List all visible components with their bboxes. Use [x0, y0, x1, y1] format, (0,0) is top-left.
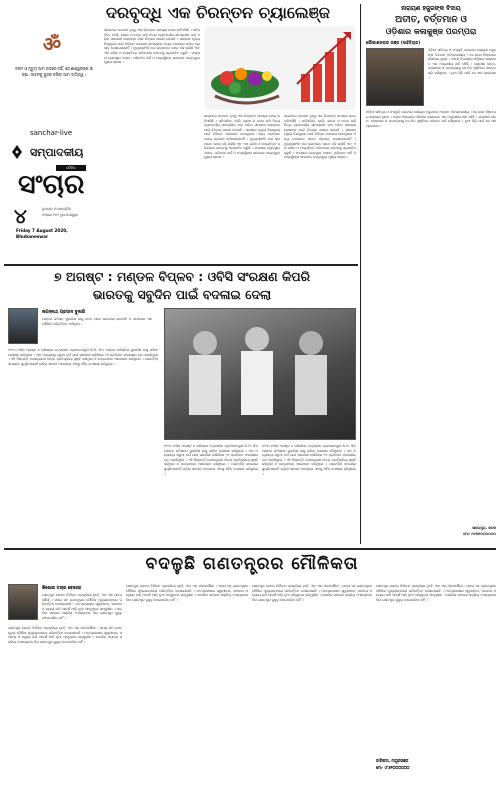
third-body-col-1: ଗଣତନ୍ତ୍ର କେବଳ ନିର୍ବାଚନ ପ୍ରକ୍ରିୟା ନୁହେଁ, ଏହା ଏକ ଜୀବନଶୈଳୀ । ସମୟ ସହ ଗଣତନ୍ତ୍ରର ମୌଳିକ ମୂଲ୍ୟବୋଧରେ ପରିବର୍ତ୍ତନ ଦେଖାଯାଉଛି । ମତପ୍ରକାଶର ସ୍ୱାଧୀନତା, ସମାନତା ଓ ନ୍ୟାୟ ଭଳି ଆଦର୍ଶ ଆଜି ନୂଆ ଆହ୍ୱାନର ସମ୍ମୁଖୀନ । ନାଗରିକ ସମାଜର ସକ୍ରିୟ ଅଂଶଗ୍ରହଣ ବିନା ଗଣତନ୍ତ୍ର ସୁଦୃଢ଼ ହୋଇପାରିବ ନାହିଁ ।	[42, 593, 122, 620]
second-body-col-1: ୧୯୯୦ ମସିହା ଅଗଷ୍ଟ ୭ ତାରିଖରେ ତତ୍କାଳୀନ ପ୍ରଧାନମନ୍ତ୍ରୀ ଭି.ପି. ସିଂହ ମଣ୍ଡଳ କମିସନର ସୁପାରିଶ ଲାଗୁ କରିବା ଘୋଷଣା କରିଥିଲେ । ଏହା ଅନ୍ୟାନ୍ୟ ପଛୁଆ ବର୍ଗ ପାଇଁ ସରକାରୀ ଚାକିରିରେ ୨୭ ପ୍ରତିଶତ ସଂରକ୍ଷଣର ବାଟ ଖୋଲିଥିଲା । ଏହି ନିଷ୍ପତ୍ତି ଦେଶବ୍ୟାପୀ ତୀବ୍ର ପ୍ରତିକ୍ରିୟା ସୃଷ୍ଟି କରିଥିଲା ଓ ଛାତ୍ରମାନେ ଆନ୍ଦୋଳନ କରିଥିଲେ । ପରବର୍ତ୍ତୀ ସମୟରେ ସୁପ୍ରିମକୋର୍ଟ ଇନ୍ଦିରା ସାହାନୀ ମାମଲାରେ ଏହାକୁ ବୈଧ ଘୋଷଣା କରିଥିଲେ ।	[8, 348, 158, 366]
lead-illustration	[205, 26, 355, 110]
right-column-divider	[360, 4, 361, 544]
om-logo	[38, 30, 66, 54]
right-signoff-1: ସାଲେପୁର, କଟକ	[472, 526, 496, 530]
second-headline-line-1: ୭ ଅଗଷ୍ଟ : ମଣ୍ଡଳ ବିପ୍ଳବ : ଓବିସି ସଂରକ୍ଷଣ କିପରି	[53, 269, 311, 284]
right-author-photo	[366, 48, 424, 106]
right-headline-line-1: ଅତୀତ, ବର୍ତ୍ତମାନ ଓ	[395, 15, 467, 25]
right-signoff-2: ମୋ- ୯୪୩୭୦୦୦୦୦୦	[463, 532, 496, 536]
second-body-col-2: ୧୯୯୦ ମସିହା ଅଗଷ୍ଟ ୭ ତାରିଖରେ ତତ୍କାଳୀନ ପ୍ରଧାନମନ୍ତ୍ରୀ ଭି.ପି. ସିଂହ ମଣ୍ଡଳ କମିସନର ସୁପାରିଶ ଲାଗୁ କରିବା ଘୋଷଣା କରିଥିଲେ । ଏହା ଅନ୍ୟାନ୍ୟ ପଛୁଆ ବର୍ଗ ପାଇଁ ସରକାରୀ ଚାକିରିରେ ୨୭ ପ୍ରତିଶତ ସଂରକ୍ଷଣର ବାଟ ଖୋଲିଥିଲା । ଏହି ନିଷ୍ପତ୍ତି ଦେଶବ୍ୟାପୀ ତୀବ୍ର ପ୍ରତିକ୍ରିୟା ସୃଷ୍ଟି କରିଥିଲା ଓ ଛାତ୍ରମାନେ ଆନ୍ଦୋଳନ କରିଥିଲେ । ପରବର୍ତ୍ତୀ ସମୟରେ ସୁପ୍ରିମକୋର୍ଟ ଇନ୍ଦିରା ସାହାନୀ ମାମଲାରେ ଏହାକୁ ବୈଧ ଘୋଷଣା କରିଥିଲେ ।	[164, 444, 258, 476]
second-body-col-3: ୧୯୯୦ ମସିହା ଅଗଷ୍ଟ ୭ ତାରିଖରେ ତତ୍କାଳୀନ ପ୍ରଧାନମନ୍ତ୍ରୀ ଭି.ପି. ସିଂହ ମଣ୍ଡଳ କମିସନର ସୁପାରିଶ ଲାଗୁ କରିବା ଘୋଷଣା କରିଥିଲେ । ଏହା ଅନ୍ୟାନ୍ୟ ପଛୁଆ ବର୍ଗ ପାଇଁ ସରକାରୀ ଚାକିରିରେ ୨୭ ପ୍ରତିଶତ ସଂରକ୍ଷଣର ବାଟ ଖୋଲିଥିଲା । ଏହି ନିଷ୍ପତ୍ତି ଦେଶବ୍ୟାପୀ ତୀବ୍ର ପ୍ରତିକ୍ରିୟା ସୃଷ୍ଟି କରିଥିଲା ଓ ଛାତ୍ରମାନେ ଆନ୍ଦୋଳନ କରିଥିଲେ । ପରବର୍ତ୍ତୀ ସମୟରେ ସୁପ୍ରିମକୋର୍ଟ ଇନ୍ଦିରା ସାହାନୀ ମାମଲାରେ ଏହାକୁ ବୈଧ ଘୋଷଣା କରିଥିଲେ ।	[262, 444, 356, 476]
third-author-photo	[8, 584, 38, 620]
masthead-label-top: ସମ୍ପାଦକୀୟ	[30, 146, 84, 159]
masthead-date: Friday 7 August 2020,	[16, 228, 68, 233]
second-author-photo	[8, 308, 38, 344]
second-headline-line-2: ଭାରତକୁ ସବୁଦିନ ପାଇଁ ବଦଳାଇ ଦେଲା	[92, 287, 272, 302]
masthead-banner-text: ଦୈନିକ	[66, 166, 76, 170]
masthead-name: ସଂଚାର	[18, 169, 85, 200]
third-body-col-3: ଗଣତନ୍ତ୍ର କେବଳ ନିର୍ବାଚନ ପ୍ରକ୍ରିୟା ନୁହେଁ, ଏହା ଏକ ଜୀବନଶୈଳୀ । ସମୟ ସହ ଗଣତନ୍ତ୍ରର ମୌଳିକ ମୂଲ୍ୟବୋଧରେ ପରିବର୍ତ୍ତନ ଦେଖାଯାଉଛି । ମତପ୍ରକାଶର ସ୍ୱାଧୀନତା, ସମାନତା ଓ ନ୍ୟାୟ ଭଳି ଆଦର୍ଶ ଆଜି ନୂଆ ଆହ୍ୱାନର ସମ୍ମୁଖୀନ । ନାଗରିକ ସମାଜର ସକ୍ରିୟ ଅଂଶଗ୍ରହଣ ବିନା ଗଣତନ୍ତ୍ର ସୁଦୃଢ଼ ହୋଇପାରିବ ନାହିଁ ।	[252, 584, 372, 602]
right-body-long: ଓଡ଼ିଆ ସାହିତ୍ୟ ଓ ସଂସ୍କୃତି ଜଗତରେ ନାରାୟଣ ହଜୁରଙ୍କ ଅବଦାନ ଅବିସ୍ମରଣୀୟ । ସେ ଜଣେ ନିଷ୍ଠାପର କଳାକାର ଥିଲେ । ତାଙ୍କ ବିଦାୟରେ ଓଡ଼ିଶାର କଳାଜଗତ ଏକ ଅପୂରଣୀୟ କ୍ଷତି ସହିଛି । ଗ୍ରାମୀଣ ଜୀବନ, ଲୋକକଳା ଓ ପରମ୍ପରାକୁ ସେ ନିଜ ସୃଷ୍ଟିରେ ଜୀବନ୍ତ କରି ରଖିଥିଲେ । ନୂଆ ପିଢ଼ି ପାଇଁ ସେ ଏକ ପ୍ରେରଣା ।	[366, 110, 496, 128]
second-top-rule	[4, 264, 358, 266]
masthead-sidebar-text: ଜନ୍ମ ଓ ମୃତ୍ୟୁ ଆମ ହାତରେ ନାହିଁ, ସେ ଈଶ୍ୱରଙ୍କ ଇଚ୍ଛା। ଜୀବନକୁ ସୁନ୍ଦର କରିବା ଆମ ଦାୟିତ୍ୱ ।	[15, 66, 93, 77]
om-symbol: ॐ	[42, 32, 62, 56]
third-body-col-4: ଗଣତନ୍ତ୍ର କେବଳ ନିର୍ବାଚନ ପ୍ରକ୍ରିୟା ନୁହେଁ, ଏହା ଏକ ଜୀବନଶୈଳୀ । ସମୟ ସହ ଗଣତନ୍ତ୍ରର ମୌଳିକ ମୂଲ୍ୟବୋଧରେ ପରିବର୍ତ୍ତନ ଦେଖାଯାଉଛି । ମତପ୍ରକାଶର ସ୍ୱାଧୀନତା, ସମାନତା ଓ ନ୍ୟାୟ ଭଳି ଆଦର୍ଶ ଆଜି ନୂଆ ଆହ୍ୱାନର ସମ୍ମୁଖୀନ । ନାଗରିକ ସମାଜର ସକ୍ରିୟ ଅଂଶଗ୍ରହଣ ବିନା ଗଣତନ୍ତ୍ର ସୁଦୃଢ଼ ହୋଇପାରିବ ନାହିଁ ।	[376, 584, 496, 602]
lead-body-col-2: ଭାରତରେ ଦରଦାମ ବୃଦ୍ଧି ଏକ ଚିରନ୍ତନ ସମସ୍ୟା ହୋଇ ରହିଆସିଛି । ପନିପରିବା, ଡାଲି, ଚାଉଳ ଓ ତେଲ ଭଳି ନିତ୍ୟ ବ୍ୟବହାର୍ଯ୍ୟ ସାମଗ୍ରୀର ଦାମ ବଢ଼ିବା ସାଧାରଣ ଲୋକଙ୍କ ପାଇଁ ଚିନ୍ତାର କାରଣ ହୋଇଛି । ସରକାର ମୂଲ୍ୟ ନିୟନ୍ତ୍ରଣ ପାଇଁ ବିଭିନ୍ନ ପଦକ୍ଷେପ ନେଉଥିଲେ ମଧ୍ୟ ବଜାରରେ ତାହାର ପ୍ରଭାବ ଦେଖାଯାଉନାହିଁ । ମୁଦ୍ରାସ୍ଫୀତି ହାର କ୍ରମାଗତ ଭାବେ ବଢ଼ି ଚାଲିଛି ଏବଂ ଏହା ଗରିବ ଓ ମଧ୍ୟବିତ୍ତ ପରିବାରର ବଜେଟକୁ ପ୍ରଭାବିତ କରୁଛି । ସଂରକ୍ଷଣ ବ୍ୟବସ୍ଥାର ଅଭାବ, ପରିବହନ ଖର୍ଚ୍ଚ ଓ ମଧ୍ୟସ୍ଥିଙ୍କ କାରବାର ଦରବୃଦ୍ଧିର ମୁଖ୍ୟ କାରଣ ।	[204, 114, 280, 160]
third-headline: ବଦଳୁଛି ଗଣତନ୍ତ୍ରର ମୌଳିକତା	[145, 554, 359, 574]
second-news-photo	[164, 308, 356, 440]
right-byline: ଗୌରୀଶଙ୍କର ଭଞ୍ଜ (ସାହିତ୍ୟିକ)	[366, 40, 421, 45]
issue-line-2: ସଂଖ୍ୟା ୧୦୨ ଭୁବନେଶ୍ୱର	[42, 213, 78, 217]
masthead-web: sanchar-live	[30, 129, 73, 137]
third-body-col-2: ଗଣତନ୍ତ୍ର କେବଳ ନିର୍ବାଚନ ପ୍ରକ୍ରିୟା ନୁହେଁ, ଏହା ଏକ ଜୀବନଶୈଳୀ । ସମୟ ସହ ଗଣତନ୍ତ୍ରର ମୌଳିକ ମୂଲ୍ୟବୋଧରେ ପରିବର୍ତ୍ତନ ଦେଖାଯାଉଛି । ମତପ୍ରକାଶର ସ୍ୱାଧୀନତା, ସମାନତା ଓ ନ୍ୟାୟ ଭଳି ଆଦର୍ଶ ଆଜି ନୂଆ ଆହ୍ୱାନର ସମ୍ମୁଖୀନ । ନାଗରିକ ସମାଜର ସକ୍ରିୟ ଅଂଶଗ୍ରହଣ ବିନା ଗଣତନ୍ତ୍ର ସୁଦୃଢ଼ ହୋଇପାରିବ ନାହିଁ ।	[126, 584, 248, 602]
page-number: ୪	[14, 204, 27, 228]
right-body-top: ଓଡ଼ିଆ ସାହିତ୍ୟ ଓ ସଂସ୍କୃତି ଜଗତରେ ନାରାୟଣ ହଜୁରଙ୍କ ଅବଦାନ ଅବିସ୍ମରଣୀୟ । ସେ ଜଣେ ନିଷ୍ଠାପର କଳାକାର ଥିଲେ । ତାଙ୍କ ବିଦାୟରେ ଓଡ଼ିଶାର କଳାଜଗତ ଏକ ଅପୂରଣୀୟ କ୍ଷତି ସହିଛି । ଗ୍ରାମୀଣ ଜୀବନ, ଲୋକକଳା ଓ ପରମ୍ପରାକୁ ସେ ନିଜ ସୃଷ୍ଟିରେ ଜୀବନ୍ତ କରି ରଖିଥିଲେ । ନୂଆ ପିଢ଼ି ପାଇଁ ସେ ଏକ ପ୍ରେରଣା ।	[428, 48, 496, 80]
second-byline: ଜଗନ୍ନାଥ ପ୍ରସାଦ ବୁଜାରି	[42, 310, 86, 315]
third-byline: କିଶୋର ଚନ୍ଦ୍ର ବେହେରା	[42, 586, 82, 591]
lead-headline: ଦରବୃଦ୍ଧି ଏକ ଚିରନ୍ତନ ଚ୍ୟାଲେଞ୍ଜ	[106, 3, 330, 22]
masthead-city: Bhubaneswar	[16, 234, 49, 239]
second-intro: ମଣ୍ଡଳ କମିସନ ସୁପାରିଶ ଲାଗୁ ହେବା ପରେ ଭାରତୀୟ ରାଜନୀତି ଓ ସମାଜରେ ଏକ ମୌଳିକ ପରିବର୍ତ୍ତନ ଆସିଥିଲା ।	[42, 317, 152, 326]
third-top-rule	[4, 548, 496, 550]
third-body-col-1b: ଗଣତନ୍ତ୍ର କେବଳ ନିର୍ବାଚନ ପ୍ରକ୍ରିୟା ନୁହେଁ, ଏହା ଏକ ଜୀବନଶୈଳୀ । ସମୟ ସହ ଗଣତନ୍ତ୍ରର ମୌଳିକ ମୂଲ୍ୟବୋଧରେ ପରିବର୍ତ୍ତନ ଦେଖାଯାଉଛି । ମତପ୍ରକାଶର ସ୍ୱାଧୀନତା, ସମାନତା ଓ ନ୍ୟାୟ ଭଳି ଆଦର୍ଶ ଆଜି ନୂଆ ଆହ୍ୱାନର ସମ୍ମୁଖୀନ । ନାଗରିକ ସମାଜର ସକ୍ରିୟ ଅଂଶଗ୍ରହଣ ବିନା ଗଣତନ୍ତ୍ର ସୁଦୃଢ଼ ହୋଇପାରିବ ନାହିଁ ।	[8, 626, 122, 644]
lead-body-col-1: ଭାରତରେ ଦରଦାମ ବୃଦ୍ଧି ଏକ ଚିରନ୍ତନ ସମସ୍ୟା ହୋଇ ରହିଆସିଛି । ପନିପରିବା, ଡାଲି, ଚାଉଳ ଓ ତେଲ ଭଳି ନିତ୍ୟ ବ୍ୟବହାର୍ଯ୍ୟ ସାମଗ୍ରୀର ଦାମ ବଢ଼ିବା ସାଧାରଣ ଲୋକଙ୍କ ପାଇଁ ଚିନ୍ତାର କାରଣ ହୋଇଛି । ସରକାର ମୂଲ୍ୟ ନିୟନ୍ତ୍ରଣ ପାଇଁ ବିଭିନ୍ନ ପଦକ୍ଷେପ ନେଉଥିଲେ ମଧ୍ୟ ବଜାରରେ ତାହାର ପ୍ରଭାବ ଦେଖାଯାଉନାହିଁ । ମୁଦ୍ରାସ୍ଫୀତି ହାର କ୍ରମାଗତ ଭାବେ ବଢ଼ି ଚାଲିଛି ଏବଂ ଏହା ଗରିବ ଓ ମଧ୍ୟବିତ୍ତ ପରିବାରର ବଜେଟକୁ ପ୍ରଭାବିତ କରୁଛି । ସଂରକ୍ଷଣ ବ୍ୟବସ୍ଥାର ଅଭାବ, ପରିବହନ ଖର୍ଚ୍ଚ ଓ ମଧ୍ୟସ୍ଥିଙ୍କ କାରବାର ଦରବୃଦ୍ଧିର ମୁଖ୍ୟ କାରଣ ।	[104, 28, 200, 65]
masthead	[4, 4, 100, 262]
lead-body-col-3: ଭାରତରେ ଦରଦାମ ବୃଦ୍ଧି ଏକ ଚିରନ୍ତନ ସମସ୍ୟା ହୋଇ ରହିଆସିଛି । ପନିପରିବା, ଡାଲି, ଚାଉଳ ଓ ତେଲ ଭଳି ନିତ୍ୟ ବ୍ୟବହାର୍ଯ୍ୟ ସାମଗ୍ରୀର ଦାମ ବଢ଼ିବା ସାଧାରଣ ଲୋକଙ୍କ ପାଇଁ ଚିନ୍ତାର କାରଣ ହୋଇଛି । ସରକାର ମୂଲ୍ୟ ନିୟନ୍ତ୍ରଣ ପାଇଁ ବିଭିନ୍ନ ପଦକ୍ଷେପ ନେଉଥିଲେ ମଧ୍ୟ ବଜାରରେ ତାହାର ପ୍ରଭାବ ଦେଖାଯାଉନାହିଁ । ମୁଦ୍ରାସ୍ଫୀତି ହାର କ୍ରମାଗତ ଭାବେ ବଢ଼ି ଚାଲିଛି ଏବଂ ଏହା ଗରିବ ଓ ମଧ୍ୟବିତ୍ତ ପରିବାରର ବଜେଟକୁ ପ୍ରଭାବିତ କରୁଛି । ସଂରକ୍ଷଣ ବ୍ୟବସ୍ଥାର ଅଭାବ, ପରିବହନ ଖର୍ଚ୍ଚ ଓ ମଧ୍ୟସ୍ଥିଙ୍କ କାରବାର ଦରବୃଦ୍ଧିର ମୁଖ୍ୟ କାରଣ ।	[284, 114, 356, 160]
pen-nib-icon	[10, 144, 24, 160]
right-headline-line-2: ଓଡ଼ିଶାର କଳାକୁଞ୍ଜ ପରମ୍ପରା	[385, 27, 477, 36]
third-signoff-1: ବାରିପଦା, ମୟୂରଭଞ୍ଜ	[376, 758, 409, 763]
right-kicker: ନାରାୟଣ ହଜୁରଙ୍କ ବିଦାୟ	[401, 5, 461, 12]
issue-line-1: ବୁଧବାର ଓ ସାପ୍ତାହିକ	[42, 207, 72, 211]
third-signoff-2: ମୋ- ୯୮୬୧୦୦୦୦୦୦	[376, 765, 410, 770]
